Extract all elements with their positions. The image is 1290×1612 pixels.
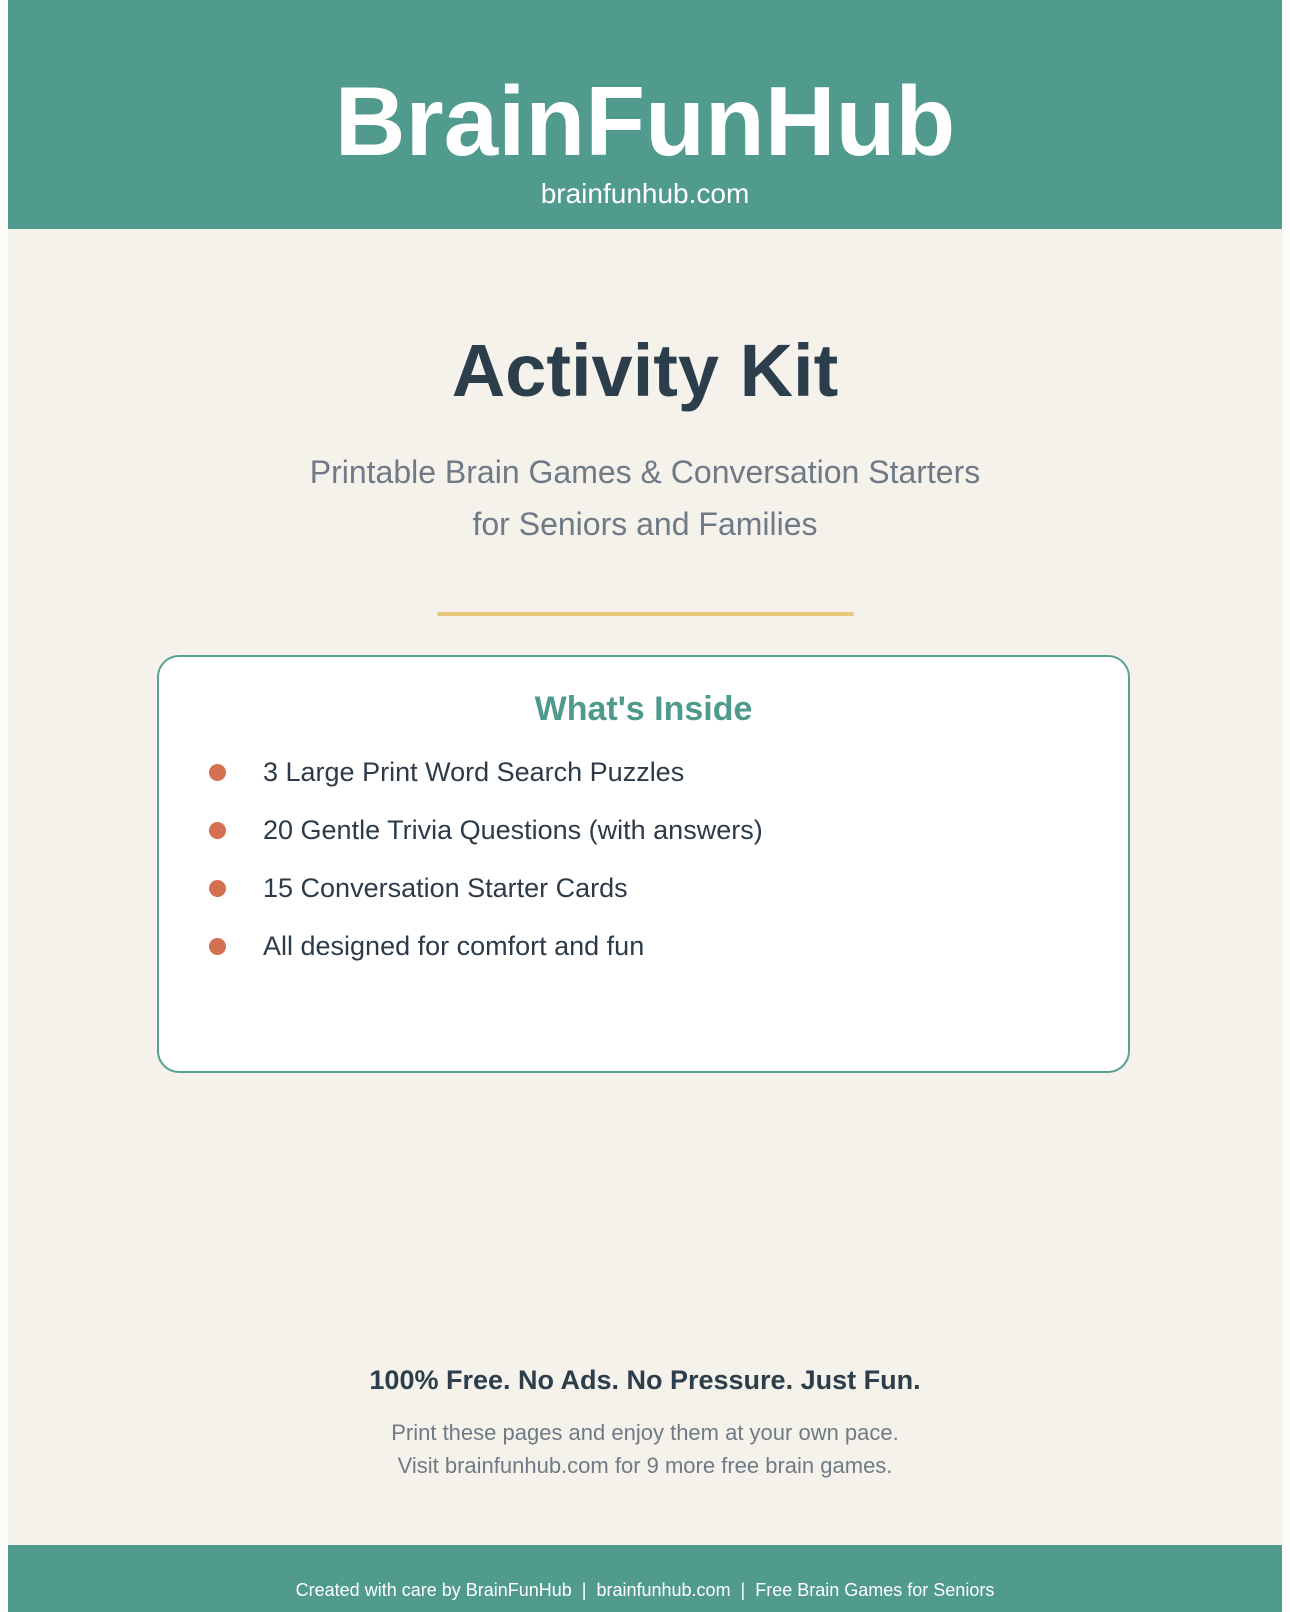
whats-inside-box <box>157 655 1130 1073</box>
bullet-dot-icon <box>209 822 226 839</box>
list-item-label: All designed for comfort and fun <box>263 931 645 961</box>
subtitle-line-2: for Seniors and Families <box>472 506 818 542</box>
list-item <box>209 751 763 809</box>
list-item-label: 20 Gentle Trivia Questions (with answers) <box>263 815 763 845</box>
print-note-line-2: Visit brainfunhub.com for 9 more free brain games. <box>397 1453 893 1478</box>
bullet-dot-icon <box>209 880 226 897</box>
whats-inside-list <box>209 751 763 983</box>
list-item <box>209 925 763 983</box>
footer-text: Created with care by BrainFunHub | brainfunhub.com | Free Brain Games for Seniors <box>295 1580 995 1600</box>
print-note-line-1: Print these pages and enjoy them at your own pace. <box>391 1420 899 1445</box>
tagline: 100% Free. No Ads. No Pressure. Just Fun. <box>369 1365 921 1395</box>
activity-kit-page <box>8 0 1282 1612</box>
page-subtitle <box>8 446 1282 550</box>
header-banner <box>8 0 1282 229</box>
whats-inside-title: What's Inside <box>534 690 753 728</box>
print-note <box>8 1416 1282 1482</box>
brand-url: brainfunhub.com <box>540 178 750 209</box>
subtitle-line-1: Printable Brain Games & Conversation Starters <box>309 454 981 490</box>
brand-title: BrainFunHub <box>334 66 956 176</box>
list-item-label: 3 Large Print Word Search Puzzles <box>263 757 685 787</box>
bullet-dot-icon <box>209 938 226 955</box>
list-item <box>209 809 763 867</box>
page-title: Activity Kit <box>451 329 839 412</box>
footer-banner <box>8 1545 1282 1612</box>
list-item <box>209 867 763 925</box>
list-item-label: 15 Conversation Starter Cards <box>263 873 628 903</box>
bullet-dot-icon <box>209 764 226 781</box>
gold-divider <box>437 612 854 616</box>
